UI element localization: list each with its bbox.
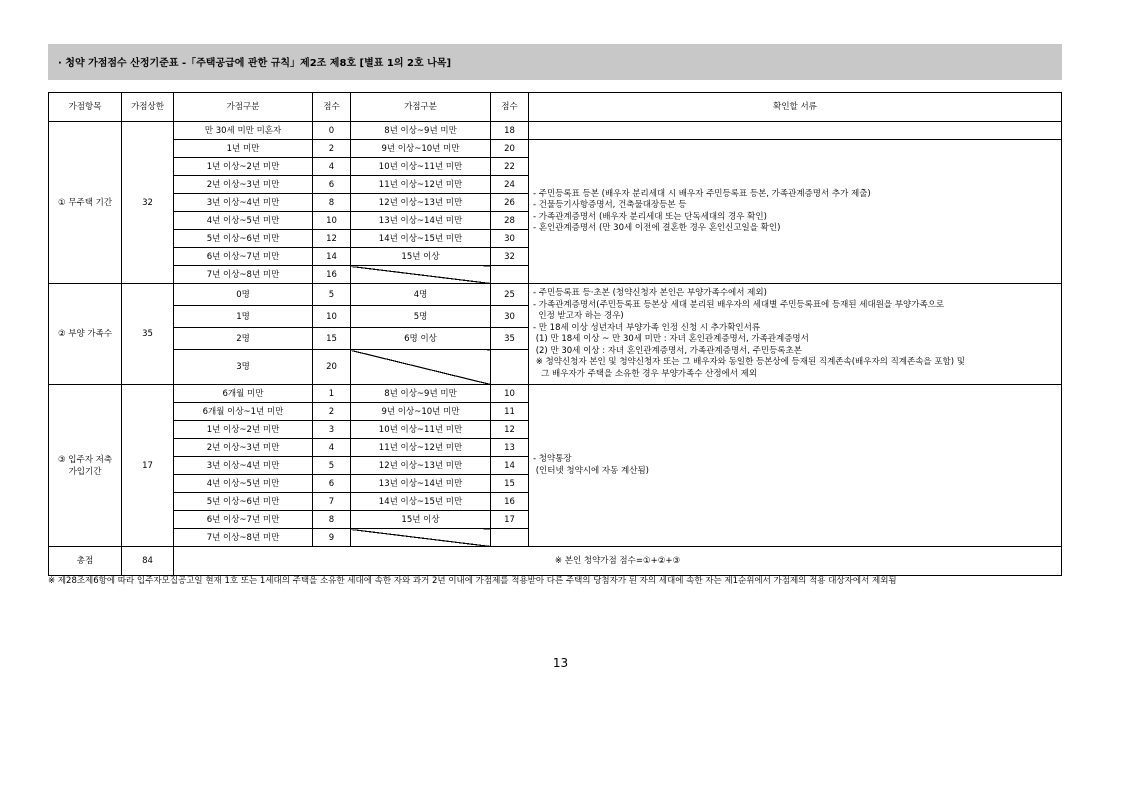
page-title: · 청약 가점점수 산정기준표 -「주택공급에 관한 규칙」제2조 제8호 [별표 1의 2호 나목] [58, 58, 452, 69]
doc-line: (2) 만 30세 이상 : 자녀 혼인관계증명서, 가족관계증명서, 주민등록초본 [533, 345, 802, 356]
doc-line: - 만 18세 이상 성년자녀 부양가족 인정 신청 시 추가확인서류 [533, 322, 761, 333]
column-header: 점수 [313, 93, 351, 122]
score-right: 14 [491, 457, 529, 475]
doc-line: (1) 만 18세 이상 ~ 만 30세 미만 : 자녀 혼인관계증명서, 가족관계증명서 [533, 334, 809, 344]
total-cap: 84 [122, 547, 174, 576]
category-right: 12년 이상~13년 미만 [351, 457, 491, 475]
category-left: 4년 이상~5년 미만 [174, 212, 313, 230]
score-right: 30 [491, 230, 529, 248]
score-right: 20 [491, 140, 529, 158]
category-right: 5명 [351, 306, 491, 328]
score-right: 12 [491, 421, 529, 439]
empty-cell [491, 350, 529, 385]
category-left: 5년 이상~6년 미만 [174, 493, 313, 511]
category-left: 3명 [174, 350, 313, 385]
category-left: 6개월 미만 [174, 385, 313, 403]
item-cap: 35 [122, 284, 174, 385]
footnote: ※ 제28조제6항에 따라 입주자모집공고일 현재 1호 또는 1세대의 주택을 소유한 세대에 속한 자와 과거 2년 이내에 가점제를 적용받아 다른 주택의 당첨자가 된 자의 세대에 속한 자는 제1순위에서 가점제의 적용 대상자에서 제외됨 [48, 576, 897, 586]
score-left: 10 [313, 306, 351, 328]
category-right: 11년 이상~12년 미만 [351, 176, 491, 194]
score-right: 15 [491, 475, 529, 493]
category-right: 15년 이상 [351, 511, 491, 529]
category-left: 3년 이상~4년 미만 [174, 457, 313, 475]
score-left: 12 [313, 230, 351, 248]
category-right: 14년 이상~15년 미만 [351, 493, 491, 511]
item-label-line: ③ 입주자 저축 [57, 454, 113, 465]
score-right: 22 [491, 158, 529, 176]
score-left: 4 [313, 439, 351, 457]
empty-cell [491, 529, 529, 547]
category-right: 11년 이상~12년 미만 [351, 439, 491, 457]
column-header: 가점구분 [174, 93, 313, 122]
category-right: 10년 이상~11년 미만 [351, 421, 491, 439]
doc-line: - 혼인관계증명서 (만 30세 이전에 결혼한 경우 혼인신고일을 확인) [533, 223, 781, 233]
score-right: 35 [491, 328, 529, 350]
category-right: 13년 이상~14년 미만 [351, 475, 491, 493]
category-left: 1년 이상~2년 미만 [174, 158, 313, 176]
empty-diagonal-cell [351, 529, 491, 547]
score-left: 6 [313, 475, 351, 493]
score-left: 8 [313, 194, 351, 212]
doc-line: ※ 청약신청자 본인 및 청약신청자 또는 그 배우자와 동일한 등본상에 등재된 직계존속(배우자의 직계존속을 포함) 및 [533, 357, 965, 367]
category-left: 1년 이상~2년 미만 [174, 421, 313, 439]
category-left: 4년 이상~5년 미만 [174, 475, 313, 493]
score-right: 24 [491, 176, 529, 194]
item-cap: 17 [122, 385, 174, 547]
score-left: 14 [313, 248, 351, 266]
score-right: 18 [491, 122, 529, 140]
category-right: 8년 이상~9년 미만 [351, 385, 491, 403]
score-left: 1 [313, 385, 351, 403]
category-left: 5년 이상~6년 미만 [174, 230, 313, 248]
page-number: 13 [552, 656, 569, 670]
score-right: 11 [491, 403, 529, 421]
score-left: 4 [313, 158, 351, 176]
category-right: 8년 이상~9년 미만 [351, 122, 491, 140]
total-label: 총점 [49, 547, 122, 576]
category-left: 7년 이상~8년 미만 [174, 266, 313, 284]
category-left: 1년 미만 [174, 140, 313, 158]
category-right: 9년 이상~10년 미만 [351, 403, 491, 421]
docs-cell [529, 284, 1062, 385]
score-left: 20 [313, 350, 351, 385]
category-left: 2명 [174, 328, 313, 350]
docs-empty [529, 122, 1062, 140]
docs-cell [529, 385, 1062, 547]
score-left: 0 [313, 122, 351, 140]
score-right: 16 [491, 493, 529, 511]
category-left: 6개월 이상~1년 미만 [174, 403, 313, 421]
score-right: 10 [491, 385, 529, 403]
title-bar [48, 44, 1062, 80]
table-row [49, 284, 1062, 306]
score-left: 2 [313, 403, 351, 421]
score-left: 8 [313, 511, 351, 529]
column-header: 확인할 서류 [529, 93, 1062, 122]
category-left: 만 30세 미만 미혼자 [174, 122, 313, 140]
category-left: 1명 [174, 306, 313, 328]
score-right: 32 [491, 248, 529, 266]
empty-cell [491, 266, 529, 284]
category-right: 15년 이상 [351, 248, 491, 266]
score-right: 17 [491, 511, 529, 529]
score-left: 16 [313, 266, 351, 284]
column-header: 가점구분 [351, 93, 491, 122]
doc-line: - 주민등록표 등·초본 (청약신청자 본인은 부양가족수에서 제외) [533, 288, 767, 298]
column-header: 가점항목 [49, 93, 122, 122]
table-row [49, 385, 1062, 403]
doc-line: - 청약통장 [533, 454, 572, 464]
category-left: 7년 이상~8년 미만 [174, 529, 313, 547]
doc-line: (인터넷 청약시에 자동 계산됨) [533, 465, 649, 476]
category-right: 4명 [351, 284, 491, 306]
doc-line: 인정 받고자 하는 경우) [533, 311, 624, 321]
docs-cell [529, 140, 1062, 284]
category-left: 2년 이상~3년 미만 [174, 439, 313, 457]
item-cap: 32 [122, 122, 174, 284]
table-row [49, 140, 1062, 158]
score-right: 13 [491, 439, 529, 457]
doc-line: - 주민등록표 등본 (배우자 분리세대 시 배우자 주민등록표 등본, 가족관계증명서 추가 제출) [533, 188, 871, 199]
category-right: 9년 이상~10년 미만 [351, 140, 491, 158]
category-left: 3년 이상~4년 미만 [174, 194, 313, 212]
score-left: 9 [313, 529, 351, 547]
total-formula: ※ 본인 청약가점 점수=①+②+③ [174, 547, 1062, 576]
score-left: 2 [313, 140, 351, 158]
score-left: 6 [313, 176, 351, 194]
category-left: 0명 [174, 284, 313, 306]
table-row [49, 122, 1062, 140]
empty-diagonal-cell [351, 350, 491, 385]
score-right: 28 [491, 212, 529, 230]
score-left: 15 [313, 328, 351, 350]
doc-line: - 건물등기사항증명서, 건축물대장등본 등 [533, 200, 687, 210]
score-left: 10 [313, 212, 351, 230]
item-label: ② 부양 가족수 [49, 284, 122, 385]
category-left: 2년 이상~3년 미만 [174, 176, 313, 194]
column-header: 점수 [491, 93, 529, 122]
category-right: 10년 이상~11년 미만 [351, 158, 491, 176]
score-left: 7 [313, 493, 351, 511]
score-left: 3 [313, 421, 351, 439]
category-left: 6년 이상~7년 미만 [174, 511, 313, 529]
column-header: 가점상한 [122, 93, 174, 122]
category-right: 12년 이상~13년 미만 [351, 194, 491, 212]
item-label-line: 가입기간 [68, 466, 102, 477]
table-header-row [49, 93, 1062, 122]
category-right: 13년 이상~14년 미만 [351, 212, 491, 230]
doc-line: - 가족관계증명서(주민등록표 등본상 세대 분리된 배우자의 세대별 주민등록표에 등재된 세대원을 부양가족으로 [533, 299, 945, 310]
doc-line: 그 배우자가 주택을 소유한 경우 부양가족수 산정에서 제외 [533, 368, 758, 379]
score-left: 5 [313, 457, 351, 475]
empty-diagonal-cell [351, 266, 491, 284]
doc-line: - 가족관계증명서 (배우자 분리세대 또는 단독세대의 경우 확인) [533, 211, 767, 222]
category-right: 14년 이상~15년 미만 [351, 230, 491, 248]
item-label [49, 385, 122, 547]
category-right: 6명 이상 [351, 328, 491, 350]
score-right: 26 [491, 194, 529, 212]
item-label: ① 무주택 기간 [49, 122, 122, 284]
total-row [49, 547, 1062, 576]
score-left: 5 [313, 284, 351, 306]
score-table [48, 92, 1062, 576]
score-right: 25 [491, 284, 529, 306]
score-right: 30 [491, 306, 529, 328]
category-left: 6년 이상~7년 미만 [174, 248, 313, 266]
